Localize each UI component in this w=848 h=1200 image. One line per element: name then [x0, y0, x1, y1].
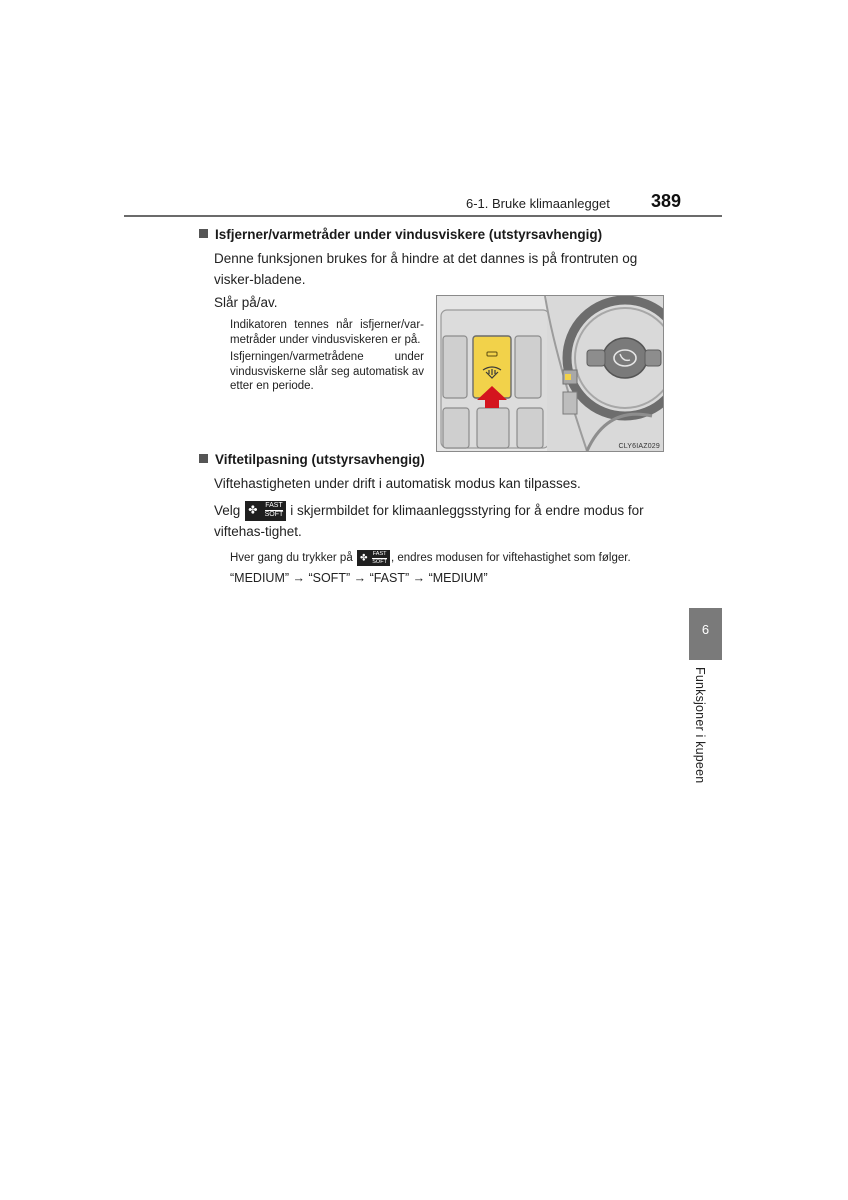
- fan-select-instruction: [214, 500, 666, 542]
- deicer-button-illustration: [436, 295, 664, 452]
- fan-press-after: , endres modusen for viftehastighet som følger.: [390, 552, 631, 565]
- fan-button-soft-label: SOFT: [264, 511, 284, 519]
- fan-mode-button: [245, 501, 286, 521]
- square-bullet-icon: [199, 454, 208, 463]
- chapter-tab: 6: [689, 608, 722, 660]
- square-bullet-icon: [199, 229, 208, 238]
- fan-mode-button-labels: [265, 502, 284, 519]
- fan-mode-sequence: “MEDIUM” → “SOFT” → “FAST” → “MEDIUM”: [230, 571, 488, 585]
- section-heading-fan: [199, 452, 425, 467]
- fan-select-after: i skjermbildet for klimaanleggsstyring for å endre modus for viftehas-tighet.: [214, 503, 644, 540]
- deicer-note-auto-off: Isfjerningen/varmetrådene under vindusviskerne slår seg automatisk av etter en periode.: [230, 351, 424, 392]
- running-header-section: 6-1. Bruke klimaanlegget: [466, 196, 610, 211]
- fan-press-before: Hver gang du trykker på: [230, 552, 353, 565]
- deicer-note-indicator: Indikatoren tennes når isfjerner/var-metråder under vindusviskeren er på.: [230, 319, 424, 346]
- deicer-toggle-text: Slår på/av.: [214, 295, 278, 310]
- fan-button-small-fast-label: FAST: [372, 551, 387, 557]
- section-heading-deicer-text: Isfjerner/varmetråder under vindusviskere (utstyrsavhengig): [215, 227, 603, 242]
- figure-code: CLY6IAZ029: [618, 443, 660, 450]
- section-heading-deicer: [199, 227, 602, 242]
- fan-press-instruction: [230, 550, 631, 566]
- deicer-intro: Denne funksjonen brukes for å hindre at det dannes is på frontruten og visker-bladene.: [214, 251, 638, 287]
- fan-button-small-soft-label: SOFT: [372, 558, 387, 565]
- fan-button-fast-label: FAST: [265, 502, 283, 510]
- dashboard-illustration: [437, 296, 663, 451]
- fan-mode-button-small-labels: [372, 551, 387, 565]
- fan-mode-button-small: [357, 550, 390, 566]
- header-rule: [124, 215, 722, 217]
- fan-icon: ✤: [248, 504, 258, 517]
- chapter-tab-label: Funksjoner i kupeen: [693, 667, 707, 784]
- section-heading-fan-text: Viftetilpasning (utstyrsavhengig): [215, 452, 425, 467]
- fan-select-before: Velg: [214, 503, 241, 518]
- fan-icon: ✤: [359, 552, 368, 563]
- fan-intro: Viftehastigheten under drift i automatisk modus kan tilpasses.: [214, 476, 581, 491]
- page-number: 389: [651, 191, 682, 211]
